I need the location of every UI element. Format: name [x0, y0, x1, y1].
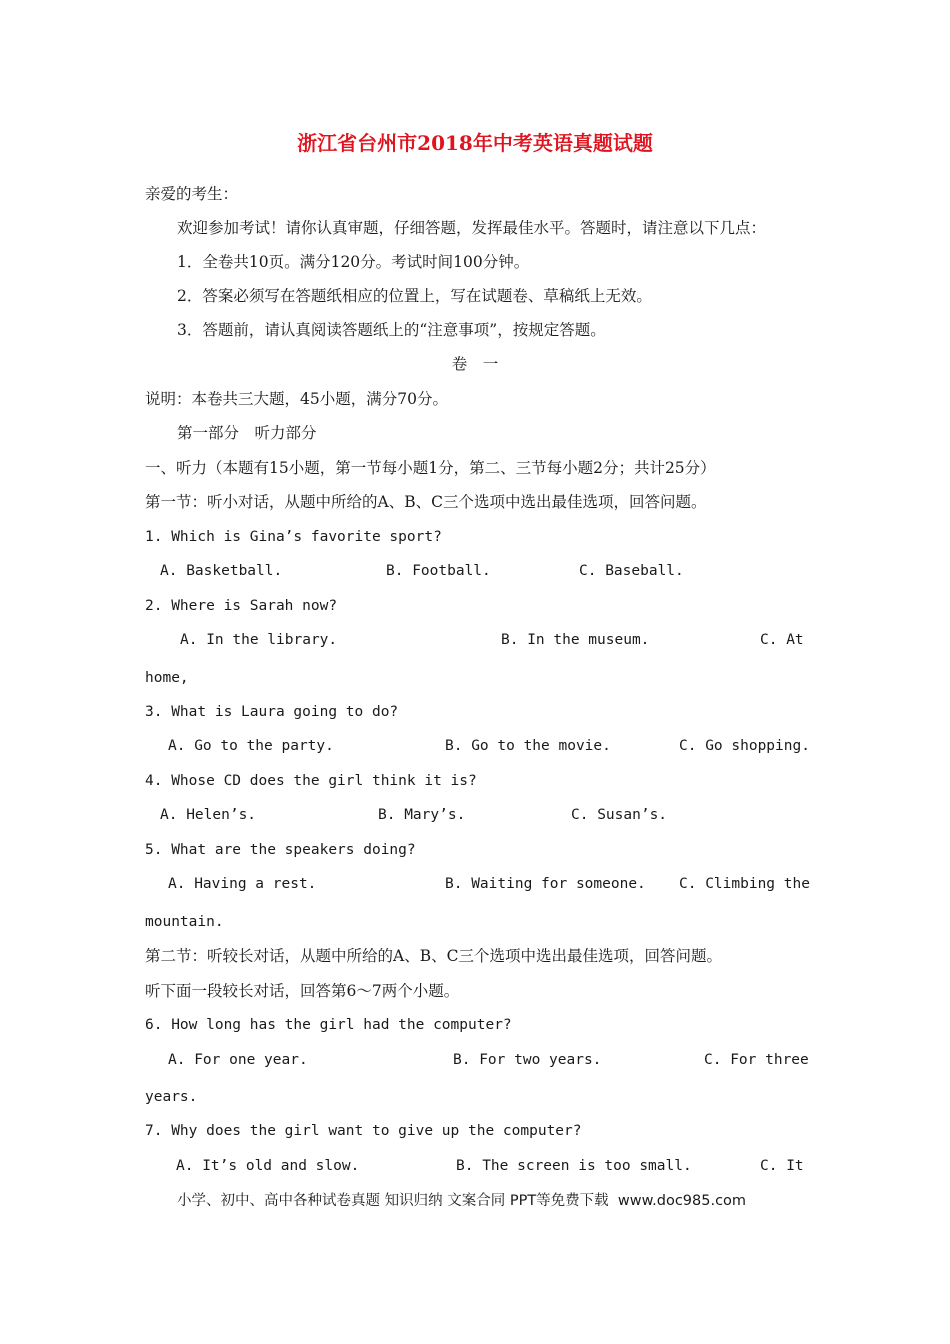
q1-option-c: C. Baseball.	[579, 563, 684, 579]
q3-option-a: A. Go to the party.	[168, 738, 334, 754]
question-3: 3. What is Laura going to do?	[145, 704, 399, 720]
question-4: 4. Whose CD does the girl think it is?	[145, 773, 477, 789]
q6-option-c-continued: years.	[145, 1089, 198, 1105]
q5-option-c-continued: mountain.	[145, 914, 224, 930]
section-heading: 一、听力（本题有15小题，第一节每小题1分，第二、三节每小题2分；共计25分）	[145, 459, 716, 477]
q2-option-c-continued: home,	[145, 670, 189, 686]
q6-option-a: A. For one year.	[168, 1052, 308, 1068]
q6-option-c: C. For three	[704, 1052, 809, 1068]
q7-option-c: C. It	[760, 1158, 804, 1174]
volume-heading: 卷 一	[451, 355, 499, 373]
question-6: 6. How long has the girl had the computer?	[145, 1017, 512, 1033]
question-7: 7. Why does the girl want to give up the computer?	[145, 1123, 582, 1139]
page-title: 浙江省台州市2018年中考英语真题试题	[297, 131, 653, 155]
q2-option-c: C. At	[760, 632, 804, 648]
question-1: 1. Which is Gina’s favorite sport?	[145, 529, 442, 545]
q5-option-a: A. Having a rest.	[168, 876, 317, 892]
note-3: 3．答题前，请认真阅读答题纸上的“注意事项”，按规定答题。	[177, 321, 606, 339]
subsection-1-heading: 第一节：听小对话，从题中所给的A、B、C三个选项中选出最佳选项，回答问题。	[145, 493, 707, 511]
q4-option-a: A. Helen’s.	[160, 807, 257, 823]
q6-option-b: B. For two years.	[453, 1052, 602, 1068]
q2-option-b: B. In the museum.	[501, 632, 650, 648]
footer-text: 小学、初中、高中各种试卷真题 知识归纳 文案合同 PPT等免费下载 www.doc985.com	[177, 1193, 747, 1209]
q1-option-b: B. Football.	[386, 563, 491, 579]
q5-option-c: C. Climbing the	[679, 876, 810, 892]
q4-option-b: B. Mary’s.	[378, 807, 466, 823]
q4-option-c: C. Susan’s.	[571, 807, 668, 823]
q7-option-a: A. It’s old and slow.	[176, 1158, 360, 1174]
subsection-2-note: 听下面一段较长对话，回答第6～7两个小题。	[145, 982, 460, 1000]
q2-option-a: A. In the library.	[180, 632, 338, 648]
q5-option-b: B. Waiting for someone.	[445, 876, 646, 892]
q7-option-b: B. The screen is too small.	[456, 1158, 692, 1174]
q1-option-a: A. Basketball.	[160, 563, 283, 579]
note-1: 1．全卷共10页。满分120分。考试时间100分钟。	[177, 253, 530, 271]
question-2: 2. Where is Sarah now?	[145, 598, 338, 614]
note-2: 2．答案必须写在答题纸相应的位置上，写在试题卷、草稿纸上无效。	[177, 287, 652, 305]
part-heading: 第一部分 听力部分	[177, 424, 317, 442]
q3-option-b: B. Go to the movie.	[445, 738, 611, 754]
question-5: 5. What are the speakers doing?	[145, 842, 416, 858]
greeting: 亲爱的考生：	[145, 185, 239, 203]
subsection-2-heading: 第二节：听较长对话，从题中所给的A、B、C三个选项中选出最佳选项，回答问题。	[145, 947, 722, 965]
explanation: 说明：本卷共三大题，45小题，满分70分。	[145, 390, 448, 408]
intro-text: 欢迎参加考试！请你认真审题，仔细答题，发挥最佳水平。答题时，请注意以下几点：	[177, 219, 767, 237]
q3-option-c: C. Go shopping.	[679, 738, 810, 754]
